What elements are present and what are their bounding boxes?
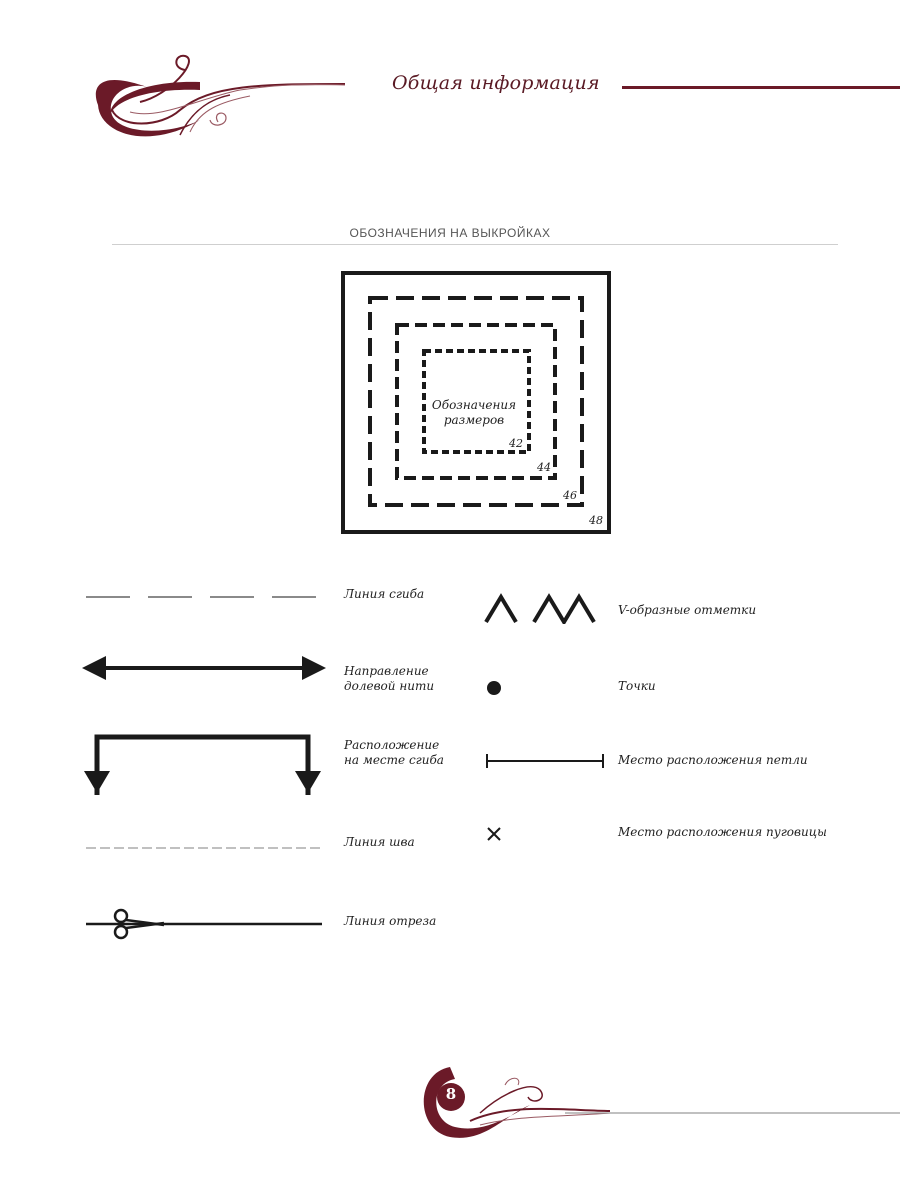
fold-line-icon [86,590,322,604]
size-label-48: 48 [589,514,603,527]
button-cross-icon [486,826,502,842]
legend-on-fold-label-line1: Расположение [344,738,440,752]
size-diagram-label-line1: Обозначения [431,398,517,412]
legend-button-label: Место расположения пуговицы [618,825,827,839]
scissors-cut-line-icon [86,908,322,940]
size-diagram-label [424,398,524,428]
page-title: Общая информация [392,72,600,94]
legend-fold-line-label: Линия сгиба [344,587,425,601]
size-label-42: 42 [509,437,523,450]
header-rule-right [622,86,900,89]
legend-v-notch-label: V-образные отметки [618,603,757,617]
seam-line-icon [86,844,322,852]
legend-dot-label: Точки [618,679,656,693]
legend-grain-label-line1: Направление [344,664,429,678]
legend-grain-label-line2: долевой нити [344,679,435,693]
section-divider [112,244,838,245]
buttonhole-icon [485,752,605,770]
size-label-46: 46 [563,489,577,502]
place-on-fold-icon [82,733,326,795]
legend-cut-line-label: Линия отреза [344,914,437,928]
legend-grain-label [344,664,434,694]
page-number: 8 [445,1085,457,1103]
section-title: ОБОЗНАЧЕНИЯ НА ВЫКРОЙКАХ [349,226,551,240]
dot-icon [486,680,502,696]
size-diagram-label-line2: размеров [443,413,505,427]
footer-ornament [410,1055,900,1150]
size-label-44: 44 [537,461,551,474]
legend-on-fold-label-line2: на месте сгиба [344,753,444,767]
header-ornament [0,40,360,170]
v-notch-icon [484,592,598,624]
grain-direction-arrow-icon [82,654,326,682]
legend-seam-line-label: Линия шва [344,835,415,849]
legend-buttonhole-label: Место расположения петли [618,753,808,767]
legend-on-fold-label [344,738,444,768]
